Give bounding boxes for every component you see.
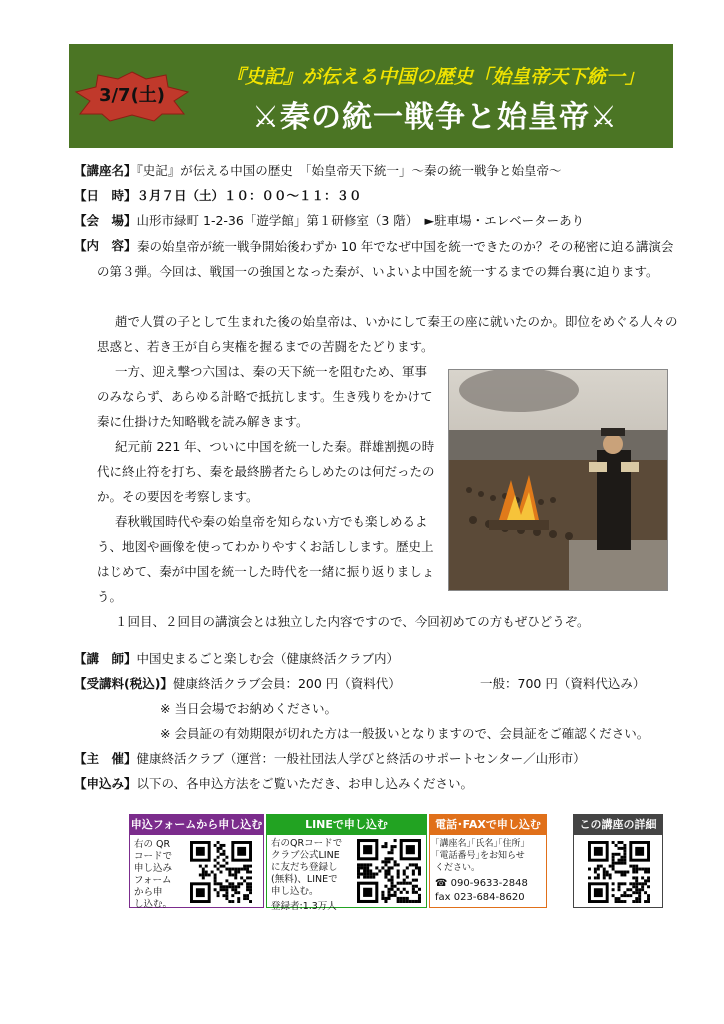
fee-general: 一般：700 円（資料代込み）	[480, 676, 646, 691]
content-paragraph-4: 紀元前 221 年、ついに中国を統一した秦。群雄割拠の時代に終止符を打ち、秦を最終勝者たらしめたのは何だったのか。その要因を考察します。	[97, 439, 435, 504]
form-apply-header: 申込フォームから申し込む	[130, 815, 263, 835]
line-text-line: 右のQRコードで	[271, 838, 343, 849]
form-text-line: 申し込み	[134, 863, 173, 874]
phone-text-line: ください。	[435, 863, 481, 873]
phone-text-line: ｢電話番号｣をお知らせ	[435, 851, 525, 861]
apply-value: 以下の、各申込方法をご覧いただき、お申し込みください。	[136, 776, 474, 791]
line-apply-box[interactable]	[266, 814, 427, 912]
host-value: 健康終活クラブ（運営：一般社団法人学びと終活のサポートセンター／山形市）	[136, 751, 586, 766]
content-paragraph-3: 一方、迎え撃つ六国は、秦の天下統一を阻むため、軍事のみならず、あらゆる計略で抵抗します。生き残りをかけて秦に仕掛けた知略戦を読み解きます。	[97, 364, 433, 429]
datetime-row	[74, 187, 362, 205]
line-apply-text	[271, 838, 353, 913]
form-text-line: 右の QR	[134, 839, 171, 850]
host-row	[74, 750, 586, 768]
phone-apply-text	[435, 838, 545, 874]
line-subscriber-count: 登録者:1.3万人	[271, 901, 337, 912]
course-row	[74, 162, 562, 180]
date-badge-text: 3/7(土)	[98, 85, 166, 106]
emperor-illustration	[448, 369, 668, 591]
content-paragraph-1: 秦の始皇帝が統一戦争開始後わずか 10 年でなぜ中国を統一できたのか？その秘密に迫る講演会の第３弾。今回は、戦国一の強国となった秦が、いよいよ中国を統一するまでの舞台裏に迫ります。	[97, 239, 674, 279]
phone-apply-header: 電話･FAXで申し込む	[430, 815, 546, 835]
page-subtitle: 『史記』が伝える中国の歴史「始皇帝天下統一」	[225, 66, 644, 88]
phone-number[interactable]: ☎ 090-9633-2848	[435, 878, 528, 889]
fee-row	[74, 675, 401, 693]
form-apply-text	[134, 839, 188, 911]
detail-qr-code[interactable]	[588, 841, 650, 903]
lecturer-value: 中国史まるごと楽しむ会（健康終活クラブ内）	[136, 651, 400, 666]
fax-number: fax 023-684-8620	[435, 892, 525, 903]
phone-apply-box	[429, 814, 547, 908]
lecturer-row	[74, 650, 399, 668]
phone-contact	[435, 877, 528, 905]
line-text-line: に友だち登録し	[271, 862, 338, 873]
content-label: 【内 容】	[74, 238, 137, 253]
date-badge	[74, 70, 190, 122]
apply-label: 【申込み】	[74, 776, 137, 791]
fee-note-2: ※ 会員証の有効期限が切れた方は一般扱いとなりますので、会員証をご確認ください。	[160, 726, 650, 741]
form-qr-code[interactable]	[190, 841, 252, 903]
course-label: 【講座名】	[74, 163, 137, 178]
phone-text-line: ｢講座名｣｢氏名｣｢住所｣	[435, 839, 526, 849]
line-text-line: (無料)、LINEで	[271, 874, 338, 885]
form-apply-box[interactable]	[129, 814, 264, 908]
content-paragraph-2: 趙で人質の子として生まれた後の始皇帝は、いかにして秦王の座に就いたのか。即位をめぐる人々の思惑と、若き王が自ら実権を握るまでの苦闘をたどります。	[97, 314, 678, 354]
datetime-label: 【日 時】	[74, 188, 137, 203]
line-apply-header: LINEで申し込む	[267, 815, 426, 835]
content-paragraph-6: １回目、２回目の講演会とは独立した内容ですので、今回初めての方もぜひどうぞ。	[115, 614, 590, 629]
line-text-line: 申し込む。	[271, 886, 319, 897]
course-value: 『史記』が伝える中国の歴史 「始皇帝天下統一」～秦の統一戦争と始皇帝～	[136, 163, 562, 178]
venue-value: 山形市緑町 1-2-36「遊学館」第１研修室（3 階） ►駐車場・エレベーターあり	[136, 213, 585, 228]
form-text-line: から申	[134, 887, 163, 898]
fee-member: 健康終活クラブ会員：200 円（資料代）	[172, 676, 401, 691]
content-paragraph-5: 春秋戦国時代や秦の始皇帝を知らない方でも楽しめるよう、地図や画像を使ってわかりやすくお話しします。歴史上はじめて、秦が中国を統一した時代を一緒に振り返りましょう。	[97, 514, 435, 604]
lecturer-label: 【講 師】	[74, 651, 137, 666]
page-title: ⚔秦の統一戦争と始皇帝⚔	[252, 100, 618, 135]
form-text-line: フォーム	[134, 875, 172, 886]
host-label: 【主 催】	[74, 751, 137, 766]
course-detail-box[interactable]	[573, 814, 663, 908]
datetime-value: ３月７日（土）１０：００～１１：３０	[136, 188, 362, 203]
form-text-line: し込む。	[134, 899, 173, 910]
fee-note-1: ※ 当日会場でお納めください。	[160, 701, 337, 716]
line-qr-code[interactable]	[357, 839, 421, 903]
venue-row	[74, 212, 584, 230]
fee-label: 【受講料(税込)】	[74, 676, 173, 691]
form-text-line: コードで	[134, 851, 173, 862]
apply-row	[74, 775, 473, 793]
line-text-line: クラブ公式LINE	[271, 850, 340, 861]
venue-label: 【会 場】	[74, 213, 137, 228]
course-detail-header: この講座の詳細	[574, 815, 662, 835]
